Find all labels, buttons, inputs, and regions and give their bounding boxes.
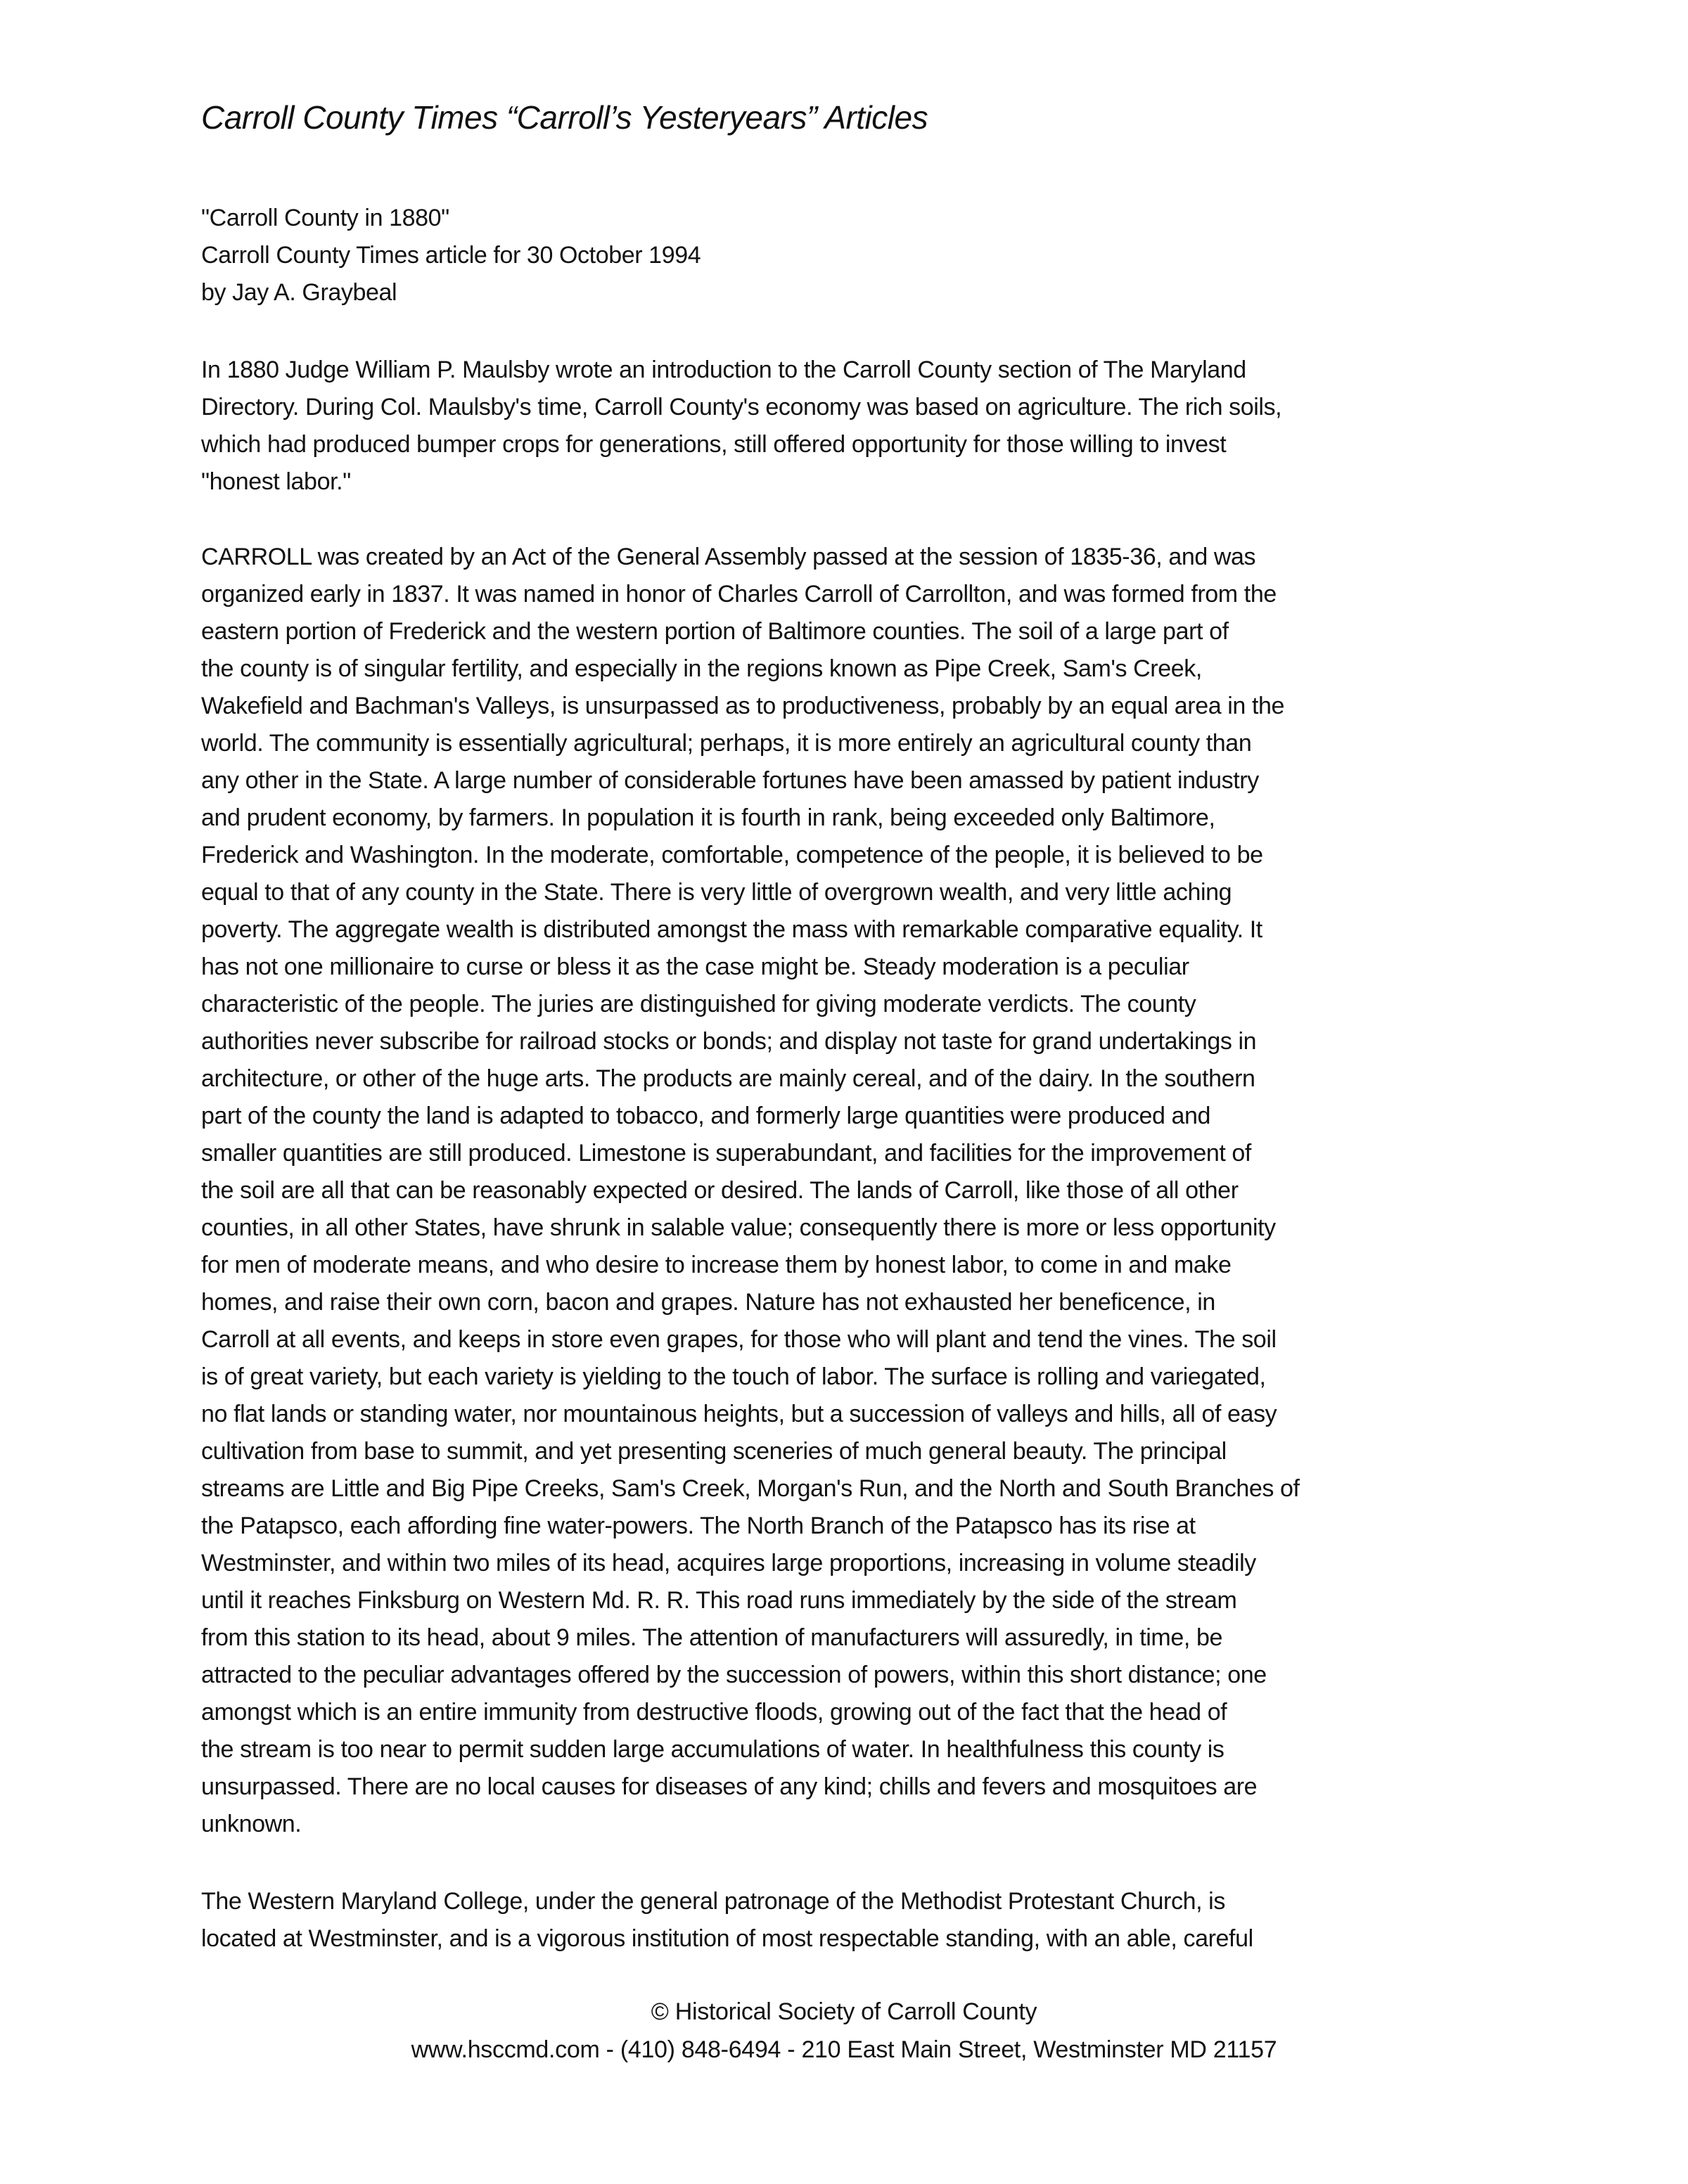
article-header — [201, 200, 701, 311]
text-line: In 1880 Judge William P. Maulsby wrote an introduction to the Carroll County section of The Maryland — [201, 356, 1246, 383]
text-line: unsurpassed. There are no local causes for diseases of any kind; chills and fevers and mosquitoes are — [201, 1773, 1258, 1800]
text-line: Westminster, and within two miles of its head, acquires large proportions, increasing in volume steadily — [201, 1550, 1256, 1576]
text-line: the stream is too near to permit sudden large accumulations of water. In healthfulness this county is — [201, 1736, 1225, 1763]
text-line: and prudent economy, by farmers. In population it is fourth in rank, being exceeded only Baltimore, — [201, 804, 1215, 831]
page-title: Carroll County Times “Carroll’s Yesteryears” Articles — [201, 99, 928, 136]
text-line: poverty. The aggregate wealth is distributed amongst the mass with remarkable comparative equality. It — [201, 916, 1262, 943]
text-line: located at Westminster, and is a vigorous institution of most respectable standing, with an able, careful — [201, 1925, 1253, 1952]
text-line: The Western Maryland College, under the general patronage of the Methodist Protestant Church, is — [201, 1888, 1225, 1915]
text-line: smaller quantities are still produced. Limestone is superabundant, and facilities for the improvement of — [201, 1140, 1251, 1167]
text-line: amongst which is an entire immunity from destructive floods, growing out of the fact that the head of — [201, 1699, 1227, 1726]
contact-line: www.hsccmd.com - (410) 848-6494 - 210 East Main Street, Westminster MD 21157 — [411, 2036, 1277, 2063]
byline: by Jay A. Graybeal — [201, 279, 397, 306]
text-line: authorities never subscribe for railroad stocks or bonds; and display not taste for grand undertakings in — [201, 1028, 1257, 1055]
text-line: equal to that of any county in the State. There is very little of overgrown wealth, and very little aching — [201, 879, 1232, 906]
publication-line: Carroll County Times article for 30 October 1994 — [201, 242, 701, 269]
text-line: the county is of singular fertility, and especially in the regions known as Pipe Creek, Sam's Creek, — [201, 655, 1202, 682]
college-paragraph — [201, 1883, 1253, 1958]
text-line: architecture, or other of the huge arts. The products are mainly cereal, and of the dairy. In the southern — [201, 1065, 1255, 1092]
text-line: Frederick and Washington. In the moderate, comfortable, competence of the people, it is believed to be — [201, 842, 1263, 868]
article-title: "Carroll County in 1880" — [201, 205, 449, 231]
text-line: characteristic of the people. The juries are distinguished for giving moderate verdicts. The county — [201, 991, 1196, 1017]
text-line: cultivation from base to summit, and yet presenting sceneries of much general beauty. The principal — [201, 1438, 1227, 1465]
text-line: the Patapsco, each affording fine water-powers. The North Branch of the Patapsco has its rise at — [201, 1512, 1196, 1539]
quoted-paragraph — [201, 539, 1300, 1843]
page-footer — [0, 1993, 1688, 2069]
text-line: part of the county the land is adapted to tobacco, and formerly large quantities were produced and — [201, 1103, 1211, 1129]
text-line: world. The community is essentially agricultural; perhaps, it is more entirely an agricultural county than — [201, 730, 1252, 757]
text-line: CARROLL was created by an Act of the General Assembly passed at the session of 1835-36, and was — [201, 544, 1256, 570]
text-line: "honest labor." — [201, 468, 351, 495]
text-line: streams are Little and Big Pipe Creeks, Sam's Creek, Morgan's Run, and the North and South Branches of — [201, 1475, 1300, 1502]
text-line: organized early in 1837. It was named in honor of Charles Carroll of Carrollton, and was formed from the — [201, 581, 1277, 608]
text-line: counties, in all other States, have shrunk in salable value; consequently there is more or less opportunity — [201, 1214, 1276, 1241]
text-line: the soil are all that can be reasonably expected or desired. The lands of Carroll, like those of all other — [201, 1177, 1239, 1204]
text-line: homes, and raise their own corn, bacon and grapes. Nature has not exhausted her beneficence, in — [201, 1289, 1215, 1316]
text-line: any other in the State. A large number of considerable fortunes have been amassed by patient industry — [201, 767, 1259, 794]
copyright-line: © Historical Society of Carroll County — [651, 1998, 1037, 2025]
text-line: Wakefield and Bachman's Valleys, is unsurpassed as to productiveness, probably by an equal area in the — [201, 693, 1285, 719]
text-line: attracted to the peculiar advantages offered by the succession of powers, within this short distance; one — [201, 1662, 1267, 1688]
text-line: has not one millionaire to curse or bless it as the case might be. Steady moderation is a peculiar — [201, 953, 1189, 980]
text-line: no flat lands or standing water, nor mountainous heights, but a succession of valleys and hills, all of easy — [201, 1401, 1277, 1427]
intro-paragraph — [201, 352, 1281, 501]
text-line: Directory. During Col. Maulsby's time, Carroll County's economy was based on agriculture. The rich soils, — [201, 394, 1282, 420]
text-line: from this station to its head, about 9 miles. The attention of manufacturers will assuredly, in time, be — [201, 1624, 1222, 1651]
text-line: unknown. — [201, 1811, 302, 1837]
text-line: eastern portion of Frederick and the western portion of Baltimore counties. The soil of a large part of — [201, 618, 1229, 645]
text-line: Carroll at all events, and keeps in store even grapes, for those who will plant and tend the vines. The soil — [201, 1326, 1277, 1353]
text-line: which had produced bumper crops for generations, still offered opportunity for those willing to invest — [201, 431, 1227, 458]
text-line: for men of moderate means, and who desire to increase them by honest labor, to come in and make — [201, 1252, 1232, 1278]
text-line: until it reaches Finksburg on Western Md. R. R. This road runs immediately by the side of the stream — [201, 1587, 1237, 1614]
text-line: is of great variety, but each variety is yielding to the touch of labor. The surface is rolling and variegated, — [201, 1363, 1266, 1390]
